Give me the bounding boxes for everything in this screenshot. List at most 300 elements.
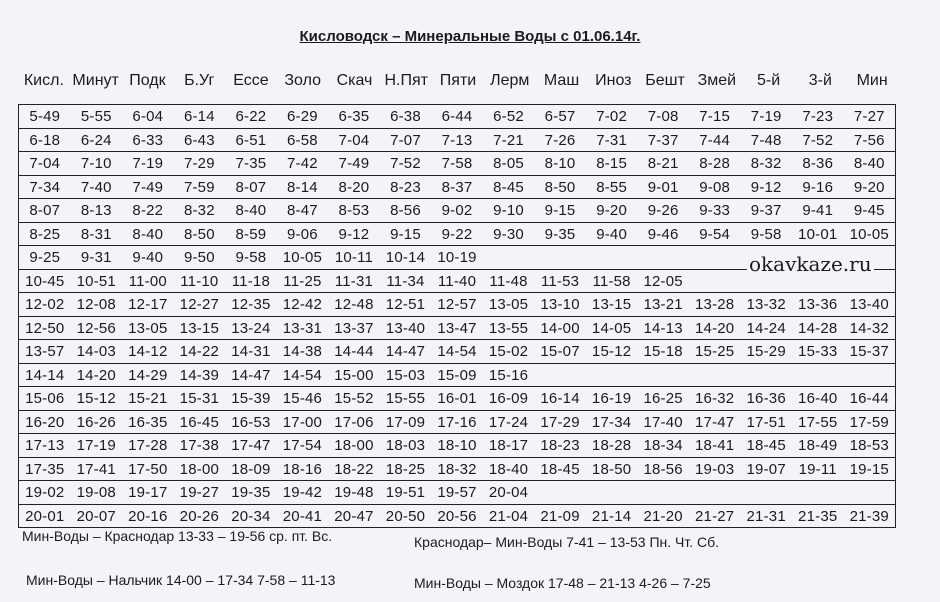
- time-cell: 11-48: [489, 272, 528, 290]
- time-cell: 7-52: [390, 155, 421, 172]
- table-row: [19, 340, 895, 364]
- time-cell: [792, 364, 844, 387]
- time-cell: 7-59: [183, 178, 215, 196]
- time-cell: 19-17: [128, 484, 168, 501]
- time-cell: 15-00: [334, 366, 374, 384]
- table-row: [19, 223, 895, 247]
- time-cell: 19-07: [746, 460, 786, 478]
- time-cell: 21-39: [849, 507, 889, 525]
- table-row: [19, 458, 895, 482]
- time-cell: 17-51: [746, 413, 786, 431]
- time-cell: 6-51: [235, 131, 267, 149]
- table-row: [19, 387, 895, 411]
- time-cell: 8-53: [338, 202, 370, 219]
- time-cell: 14-20: [76, 366, 116, 384]
- time-cell: 17-50: [128, 460, 168, 478]
- time-cell: 10-05: [282, 249, 323, 266]
- time-cell: 7-31: [596, 131, 628, 149]
- time-cell: 19-35: [231, 484, 271, 501]
- time-cell: 15-12: [591, 343, 632, 360]
- time-cell: 5-55: [80, 108, 112, 125]
- time-cell: 10-14: [385, 249, 426, 266]
- time-cell: 8-21: [647, 155, 679, 172]
- time-cell: 9-25: [29, 249, 61, 266]
- time-cell: 10-01: [798, 225, 838, 243]
- time-cell: 16-19: [591, 390, 632, 407]
- time-cell: 17-54: [282, 437, 323, 454]
- time-cell: 12-27: [179, 296, 220, 313]
- time-cell: 8-47: [287, 202, 318, 219]
- time-cell: 12-02: [25, 296, 65, 313]
- time-cell: 18-45: [746, 437, 786, 454]
- time-cell: [792, 481, 844, 504]
- time-cell: 19-08: [76, 484, 116, 501]
- time-cell: 13-36: [798, 296, 838, 313]
- time-cell: 8-50: [544, 178, 576, 196]
- time-cell: 7-42: [287, 155, 318, 172]
- time-cell: 12-51: [385, 296, 426, 313]
- time-cell: 8-28: [699, 155, 731, 172]
- time-cell: 13-24: [231, 319, 271, 337]
- time-cell: 7-35: [235, 155, 267, 172]
- time-cell: 17-28: [128, 437, 168, 454]
- time-cell: 10-05: [849, 225, 889, 243]
- time-cell: 6-18: [29, 131, 61, 149]
- time-cell: 7-37: [647, 131, 679, 149]
- time-cell: 6-14: [183, 108, 215, 125]
- time-cell: 18-49: [798, 437, 838, 454]
- table-row: [19, 411, 895, 435]
- note-krasnodar-in: Краснодар– Мин-Воды 7-41 – 13-53 Пн. Чт. Сб.: [414, 534, 720, 550]
- time-cell: 16-14: [540, 390, 580, 407]
- time-cell: 7-58: [441, 155, 473, 172]
- time-cell: 17-41: [76, 460, 116, 478]
- time-cell: 16-53: [231, 413, 271, 431]
- time-cell: 6-04: [132, 108, 164, 125]
- time-cell: 8-10: [544, 155, 576, 172]
- time-cell: 10-51: [76, 272, 116, 290]
- time-cell: 14-14: [25, 366, 65, 384]
- time-cell: 13-28: [694, 296, 735, 313]
- time-cell: 11-00: [128, 272, 167, 290]
- time-cell: 8-20: [338, 178, 370, 196]
- station-header-row: [18, 68, 898, 94]
- time-cell: 18-03: [385, 437, 426, 454]
- time-cell: 15-31: [179, 390, 220, 407]
- station-header: Змей: [697, 72, 737, 89]
- time-cell: 20-34: [231, 507, 271, 525]
- station-header: 5-й: [757, 72, 781, 89]
- time-cell: 8-56: [390, 202, 421, 219]
- time-cell: 8-32: [750, 155, 782, 172]
- time-cell: 8-25: [29, 225, 61, 243]
- time-cell: 9-33: [699, 202, 731, 219]
- time-cell: 13-05: [488, 296, 529, 313]
- time-cell: 17-38: [179, 437, 220, 454]
- time-cell: 19-42: [282, 484, 323, 501]
- time-cell: 15-06: [25, 390, 65, 407]
- time-cell: 8-31: [80, 225, 112, 243]
- time-cell: 13-21: [643, 296, 683, 313]
- time-cell: 21-35: [798, 507, 838, 525]
- time-cell: 12-08: [76, 296, 116, 313]
- time-cell: 18-00: [179, 460, 220, 478]
- time-cell: 11-53: [540, 272, 580, 290]
- time-cell: 20-04: [488, 484, 529, 501]
- time-cell: 13-10: [540, 296, 580, 313]
- time-cell: 7-40: [80, 178, 112, 196]
- time-cell: 15-55: [385, 390, 426, 407]
- time-cell: 21-04: [488, 507, 529, 525]
- time-cell: 18-32: [437, 460, 477, 478]
- time-cell: 13-55: [488, 319, 529, 337]
- time-cell: 14-47: [385, 343, 426, 360]
- station-header: 3-й: [808, 72, 832, 89]
- time-cell: 14-54: [282, 366, 323, 384]
- time-cell: 8-40: [235, 202, 267, 219]
- note-nalchik: Мин-Воды – Нальчик 14-00 – 17-34 7-58 – 11-13: [26, 572, 336, 588]
- time-cell: 13-31: [282, 319, 323, 337]
- time-cell: [689, 270, 741, 293]
- time-cell: 21-27: [694, 507, 735, 525]
- time-cell: 20-16: [128, 507, 168, 525]
- station-header: Мин: [856, 72, 888, 89]
- time-cell: 20-47: [334, 507, 374, 525]
- time-cell: 19-27: [179, 484, 220, 501]
- time-cell: 11-25: [283, 272, 322, 290]
- time-cell: 15-21: [128, 390, 168, 407]
- time-cell: 9-40: [132, 249, 164, 266]
- time-cell: 14-54: [437, 343, 477, 360]
- time-cell: 17-55: [798, 413, 838, 431]
- time-cell: 8-37: [441, 178, 473, 196]
- time-cell: 9-08: [699, 178, 731, 196]
- time-cell: 9-58: [750, 225, 782, 243]
- time-cell: 20-41: [282, 507, 323, 525]
- time-cell: 9-46: [647, 225, 679, 243]
- time-cell: 6-33: [132, 131, 164, 149]
- time-cell: [586, 364, 638, 387]
- time-cell: 15-09: [437, 366, 477, 384]
- time-cell: 13-32: [746, 296, 786, 313]
- time-cell: 15-52: [334, 390, 374, 407]
- station-header: Подк: [129, 72, 166, 89]
- time-cell: 12-05: [643, 272, 683, 290]
- time-cell: 18-23: [540, 437, 580, 454]
- time-cell: 9-50: [183, 249, 215, 266]
- time-cell: 16-09: [488, 390, 529, 407]
- time-cell: 9-26: [647, 202, 679, 219]
- time-cell: [844, 481, 896, 504]
- time-cell: 7-02: [596, 108, 628, 125]
- time-cell: 21-09: [540, 507, 580, 525]
- time-cell: 6-57: [544, 108, 576, 125]
- station-header: Ессе: [233, 72, 269, 89]
- time-cell: 15-02: [488, 343, 529, 360]
- time-cell: 9-35: [544, 225, 576, 243]
- time-cell: 14-03: [76, 343, 116, 360]
- time-cell: 19-51: [385, 484, 426, 501]
- time-cell: [586, 246, 638, 269]
- time-cell: 20-26: [179, 507, 220, 525]
- time-cell: 8-40: [132, 225, 164, 243]
- time-cell: 7-48: [750, 131, 782, 149]
- time-cell: 13-15: [591, 296, 632, 313]
- time-cell: 18-56: [643, 460, 683, 478]
- table-row: [19, 317, 895, 341]
- time-cell: [534, 246, 586, 269]
- station-header: Иноз: [595, 72, 632, 89]
- time-cell: 7-19: [132, 155, 164, 172]
- time-cell: 7-34: [29, 178, 61, 196]
- time-cell: 8-59: [235, 225, 267, 243]
- time-cell: 14-12: [128, 343, 168, 360]
- table-row: [19, 105, 895, 129]
- time-cell: 9-31: [80, 249, 112, 266]
- station-header: Бешт: [645, 72, 685, 89]
- time-cell: 19-02: [25, 484, 65, 501]
- station-header: Лерм: [490, 72, 530, 89]
- time-cell: 17-24: [488, 413, 529, 431]
- time-cell: 17-06: [334, 413, 374, 431]
- time-cell: 12-56: [76, 319, 116, 337]
- time-cell: 9-06: [287, 225, 318, 243]
- time-cell: [637, 246, 689, 269]
- time-cell: 11-31: [334, 272, 374, 290]
- time-cell: 20-07: [76, 507, 116, 525]
- note-krasnodar-out: Мин-Воды – Краснодар 13-33 – 19-56 ср. пт. Вс.: [22, 528, 333, 544]
- table-row: [19, 152, 895, 176]
- time-cell: 9-02: [441, 202, 473, 219]
- time-cell: 11-40: [437, 272, 477, 290]
- time-cell: 8-15: [596, 155, 628, 172]
- time-cell: [740, 364, 792, 387]
- time-cell: 18-25: [385, 460, 426, 478]
- station-header: Маш: [543, 72, 580, 89]
- time-cell: 9-12: [338, 225, 370, 243]
- time-cell: 15-46: [282, 390, 323, 407]
- time-cell: 8-23: [390, 178, 421, 196]
- time-cell: 19-03: [694, 460, 735, 478]
- time-cell: 9-16: [802, 178, 834, 196]
- time-cell: 14-00: [540, 319, 580, 337]
- time-cell: 17-16: [437, 413, 477, 431]
- table-row: [19, 176, 895, 200]
- time-cell: 18-10: [437, 437, 477, 454]
- time-cell: 12-48: [334, 296, 374, 313]
- station-header: Золо: [284, 72, 322, 89]
- station-header: Скач: [336, 72, 373, 89]
- time-cell: 6-29: [287, 108, 318, 125]
- table-row: [19, 481, 895, 505]
- station-header: Кисл.: [23, 72, 64, 89]
- table-row: [19, 293, 895, 317]
- time-cell: 6-58: [287, 131, 318, 149]
- time-cell: 13-05: [128, 319, 168, 337]
- time-cell: [689, 246, 741, 269]
- time-cell: 15-16: [488, 366, 529, 384]
- time-cell: 7-27: [853, 108, 885, 125]
- time-cell: 14-47: [231, 366, 271, 384]
- time-cell: 6-52: [493, 108, 524, 125]
- time-cell: 17-00: [282, 413, 323, 431]
- time-cell: 19-11: [798, 460, 837, 478]
- time-cell: 9-20: [596, 202, 628, 219]
- note-mozdok: Мин-Воды – Моздок 17-48 – 21-13 4-26 – 7-25: [414, 575, 711, 591]
- time-cell: 7-04: [338, 131, 370, 149]
- time-cell: 14-13: [643, 319, 683, 337]
- time-cell: 12-17: [128, 296, 168, 313]
- time-cell: 8-22: [132, 202, 164, 219]
- time-cell: 7-26: [544, 131, 576, 149]
- time-cell: 6-24: [80, 131, 112, 149]
- time-cell: 7-49: [132, 178, 164, 196]
- time-cell: 16-44: [849, 390, 889, 407]
- time-cell: [844, 364, 896, 387]
- time-cell: 16-36: [746, 390, 786, 407]
- time-cell: [586, 481, 638, 504]
- time-cell: 19-57: [437, 484, 477, 501]
- time-cell: 16-25: [643, 390, 683, 407]
- time-cell: 11-34: [386, 272, 425, 290]
- time-cell: 15-07: [540, 343, 580, 360]
- time-cell: 14-32: [849, 319, 889, 337]
- time-cell: 8-55: [596, 178, 628, 196]
- time-cell: 9-58: [235, 249, 267, 266]
- time-cell: 21-14: [591, 507, 632, 525]
- time-cell: 7-23: [802, 108, 834, 125]
- time-cell: 12-50: [25, 319, 65, 337]
- station-header: Б.Уг: [184, 72, 215, 89]
- time-cell: 13-37: [334, 319, 374, 337]
- time-cell: 7-15: [699, 108, 731, 125]
- time-cell: 7-52: [802, 131, 834, 149]
- time-cell: 9-45: [853, 202, 885, 219]
- station-header: Пяти: [439, 72, 477, 89]
- time-cell: 18-17: [488, 437, 529, 454]
- table-row: [19, 129, 895, 153]
- time-cell: 16-32: [694, 390, 735, 407]
- time-cell: 9-20: [853, 178, 885, 196]
- time-cell: 14-05: [591, 319, 632, 337]
- time-cell: 18-34: [643, 437, 683, 454]
- time-cell: 16-26: [76, 413, 116, 431]
- time-cell: 7-29: [183, 155, 215, 172]
- time-cell: 17-29: [540, 413, 580, 431]
- time-cell: 17-34: [591, 413, 632, 431]
- time-cell: 18-22: [334, 460, 374, 478]
- time-cell: 7-07: [390, 131, 421, 149]
- time-cell: 14-28: [798, 319, 838, 337]
- time-cell: 16-40: [798, 390, 838, 407]
- time-cell: 12-42: [282, 296, 323, 313]
- time-cell: 16-20: [25, 413, 65, 431]
- time-cell: 19-48: [334, 484, 374, 501]
- time-cell: 7-56: [853, 131, 885, 149]
- time-cell: 7-21: [493, 131, 524, 149]
- time-cell: 7-49: [338, 155, 370, 172]
- time-cell: 13-40: [385, 319, 426, 337]
- time-cell: 17-19: [76, 437, 116, 454]
- time-cell: 8-07: [235, 178, 267, 196]
- time-cell: 13-15: [179, 319, 220, 337]
- time-cell: 9-40: [596, 225, 628, 243]
- time-cell: 7-44: [699, 131, 731, 149]
- time-cell: 10-11: [334, 249, 374, 266]
- time-cell: 15-25: [694, 343, 735, 360]
- time-cell: 15-33: [798, 343, 838, 360]
- time-cell: 11-58: [592, 272, 631, 290]
- time-cell: 18-41: [694, 437, 735, 454]
- time-cell: 17-47: [694, 413, 735, 431]
- time-cell: 20-50: [385, 507, 426, 525]
- time-cell: 9-30: [493, 225, 524, 243]
- time-cell: [740, 481, 792, 504]
- station-header: Н.Пят: [384, 72, 428, 89]
- time-cell: 14-38: [282, 343, 323, 360]
- time-cell: 6-22: [235, 108, 267, 125]
- time-cell: [689, 481, 741, 504]
- time-cell: 7-08: [647, 108, 679, 125]
- time-cell: 11-18: [231, 272, 271, 290]
- station-header: Минут: [72, 72, 119, 89]
- time-cell: 17-47: [231, 437, 271, 454]
- time-cell: 17-13: [25, 437, 65, 454]
- time-cell: 15-03: [385, 366, 426, 384]
- time-cell: 18-50: [591, 460, 632, 478]
- time-cell: 17-59: [849, 413, 889, 431]
- time-cell: 6-44: [441, 108, 473, 125]
- time-cell: [534, 481, 586, 504]
- time-cell: 6-43: [183, 131, 215, 149]
- time-cell: 10-19: [437, 249, 477, 266]
- time-cell: 14-22: [179, 343, 220, 360]
- time-cell: 9-15: [390, 225, 421, 243]
- time-cell: 17-40: [643, 413, 683, 431]
- time-cell: 5-49: [29, 108, 61, 125]
- time-cell: 8-07: [29, 202, 61, 219]
- time-cell: 8-40: [853, 155, 885, 172]
- time-cell: 14-39: [179, 366, 220, 384]
- time-cell: 8-14: [287, 178, 318, 196]
- table-row: [19, 434, 895, 458]
- time-cell: 18-40: [488, 460, 529, 478]
- time-cell: 8-13: [80, 202, 112, 219]
- time-cell: 9-22: [441, 225, 473, 243]
- time-cell: 8-45: [493, 178, 524, 196]
- table-row: [19, 199, 895, 223]
- time-cell: 15-29: [746, 343, 786, 360]
- time-cell: 9-10: [493, 202, 524, 219]
- time-cell: 9-37: [750, 202, 782, 219]
- time-cell: 20-56: [437, 507, 477, 525]
- time-cell: 20-01: [25, 507, 65, 525]
- time-cell: 18-45: [540, 460, 580, 478]
- time-cell: 7-19: [750, 108, 782, 125]
- table-row: [19, 505, 895, 529]
- time-cell: 12-57: [437, 296, 477, 313]
- time-cell: 18-28: [591, 437, 632, 454]
- time-cell: 18-09: [231, 460, 271, 478]
- time-cell: 15-18: [643, 343, 683, 360]
- watermark: okavkaze.ru: [749, 252, 872, 276]
- time-cell: 18-00: [334, 437, 374, 454]
- timetable-grid: [18, 104, 896, 528]
- time-cell: 14-20: [694, 319, 735, 337]
- time-cell: 9-15: [544, 202, 576, 219]
- time-cell: [689, 364, 741, 387]
- time-cell: 17-09: [385, 413, 426, 431]
